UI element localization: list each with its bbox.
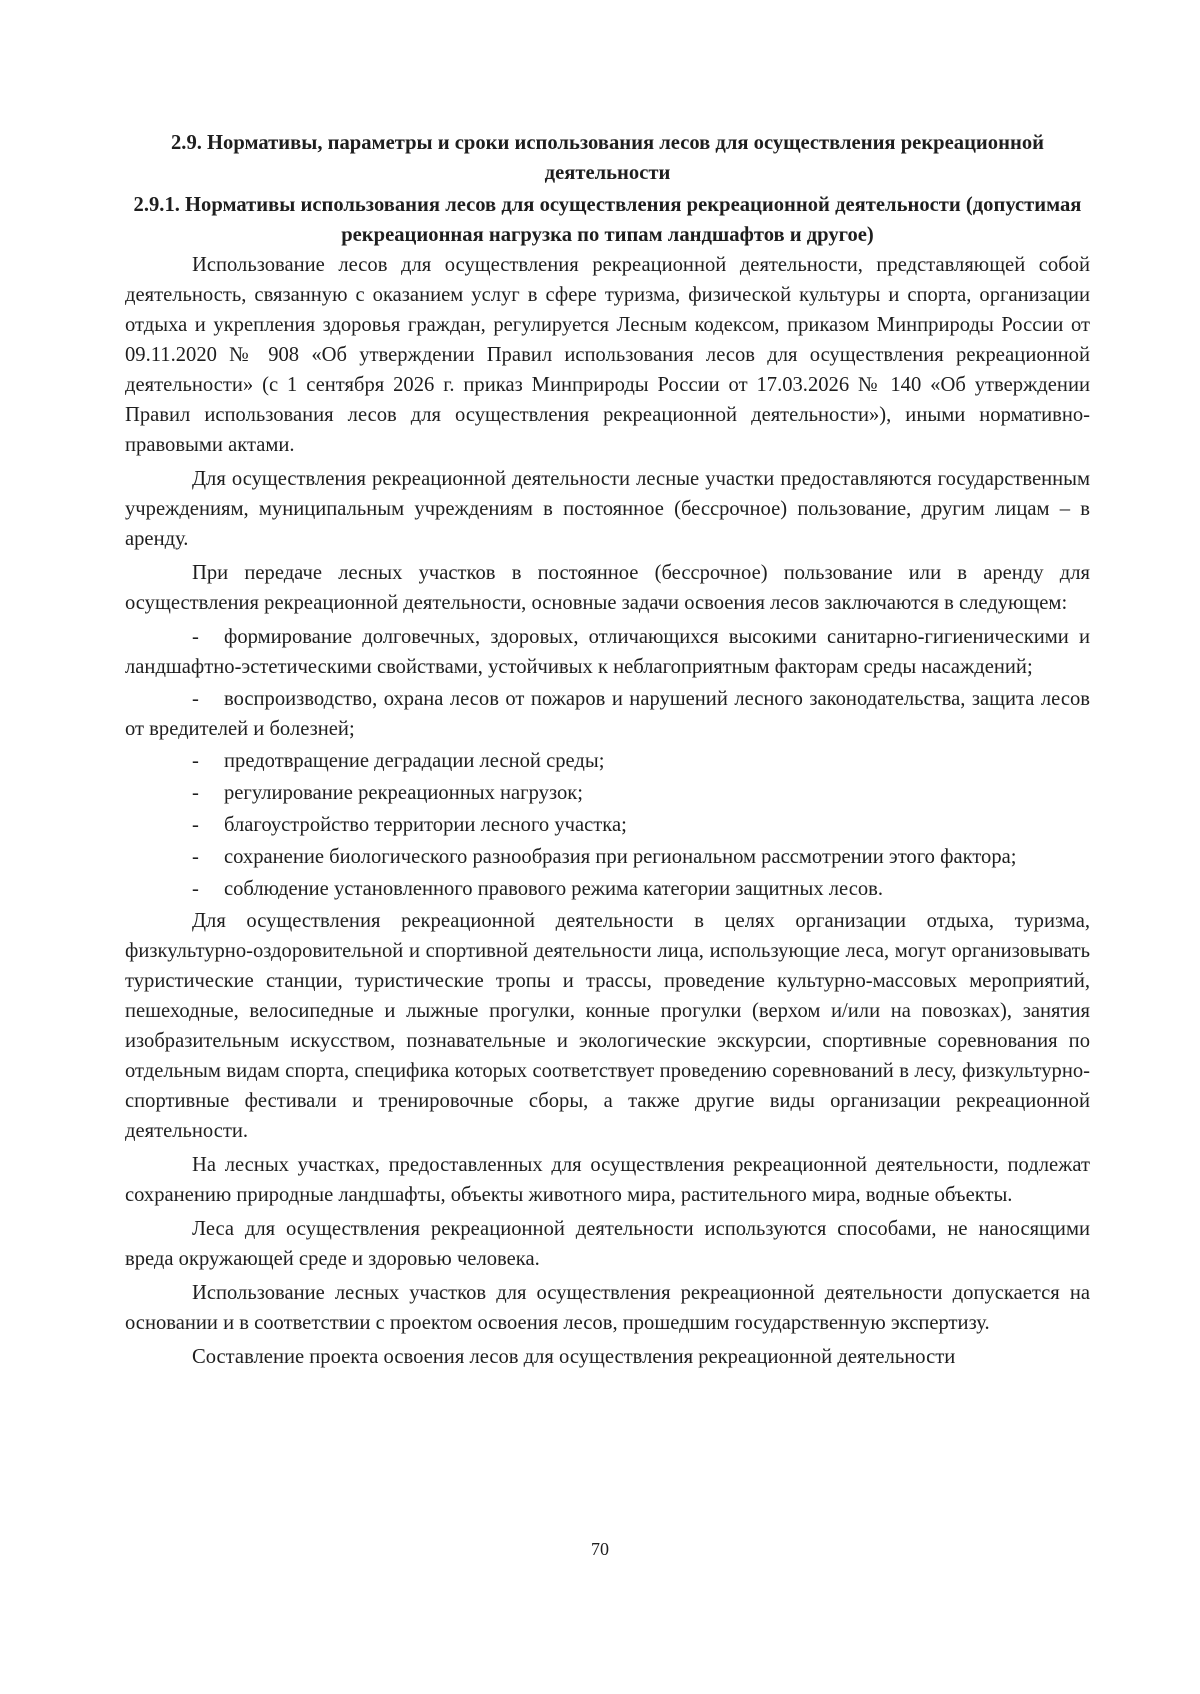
list-dash: - <box>192 626 199 648</box>
list-item-text: воспроизводство, охрана лесов от пожаров и нарушений лесного законодательства, защита лесов от вредителей и болезней; <box>125 688 1090 740</box>
list-item <box>125 622 1090 682</box>
list-item-text: соблюдение установленного правового режима категории защитных лесов. <box>224 878 884 900</box>
paragraph-project-preparation: Составление проекта освоения лесов для осуществления рекреационной деятельности <box>192 1346 956 1368</box>
paragraph-preservation: На лесных участках, предоставленных для осуществления рекреационной деятельности, подлежат сохранению природные ландшафты, объекты животного мира, растительного мира, водные объекты. <box>125 1154 1090 1206</box>
subsection-heading: 2.9.1. Нормативы использования лесов для осуществления рекреационной деятельности (допустимая рекреационная нагрузка по типам ландшафтов и другое) <box>133 194 1082 246</box>
list-item <box>125 842 1090 872</box>
list-dash: - <box>192 782 199 804</box>
paragraph-project-requirement: Использование лесных участков для осуществления рекреационной деятельности допускается на основании и в соответствии с проектом освоения лесов, прошедшим государственную экспертизу. <box>125 1282 1090 1334</box>
paragraph-legal-basis: Использование лесов для осуществления рекреационной деятельности, представляющей собой деятельность, связанную с оказанием услуг в сфере туризма, физической культуры и спорта, организации отдыха и укрепления здоровья граждан, регулируется Лесным кодексом, приказом Минприроды России от 09.11.2020 № 908 «Об утверждении Правил использования лесов для осуществления рекреационной деятельности» (с 1 сентября 2026 г. приказ Минприроды России от 17.03.2026 № 140 «Об утверждении Правил использования лесов для осуществления рекреационной деятельности»), иными нормативно-правовыми актами. <box>125 254 1090 456</box>
list-item <box>125 746 1090 776</box>
list-item <box>125 684 1090 744</box>
list-dash: - <box>192 814 199 836</box>
list-item-text: благоустройство территории лесного участка; <box>224 814 627 836</box>
list-item-text: предотвращение деградации лесной среды; <box>224 750 605 772</box>
task-list <box>125 622 1090 904</box>
list-item <box>125 778 1090 808</box>
paragraph-land-provision: Для осуществления рекреационной деятельности лесные участки предоставляются государственным учреждениям, муниципальным учреждениям в постоянное (бессрочное) пользование, другим лицам – в аренду. <box>125 468 1090 550</box>
page-number: 70 <box>591 1539 609 1559</box>
list-dash: - <box>192 846 199 868</box>
list-item <box>125 874 1090 904</box>
list-item <box>125 810 1090 840</box>
list-dash: - <box>192 878 199 900</box>
list-item-text: формирование долговечных, здоровых, отличающихся высокими санитарно-гигиеническими и ландшафтно-эстетическими свойствами, устойчивых к неблагоприятным факторам среды насаждений; <box>125 626 1090 678</box>
section-heading: 2.9. Нормативы, параметры и сроки использования лесов для осуществления рекреационной деятельности <box>171 132 1044 184</box>
paragraph-activities: Для осуществления рекреационной деятельности в целях организации отдыха, туризма, физкультурно-оздоровительной и спортивной деятельности лица, использующие леса, могут организовывать туристические станции, туристические тропы и трассы, проведение культурно-массовых мероприятий, пешеходные, велосипедные и лыжные прогулки, конные прогулки (верхом и/или на повозках), занятия изобразительным искусством, познавательные и экологические экскурсии, спортивные соревнования по отдельным видам спорта, специфика которых соответствует проведению соревнований в лесу, физкультурно-спортивные фестивали и тренировочные сборы, а также другие виды организации рекреационной деятельности. <box>125 910 1090 1142</box>
list-item-text: регулирование рекреационных нагрузок; <box>224 782 583 804</box>
list-dash: - <box>192 688 199 710</box>
list-dash: - <box>192 750 199 772</box>
paragraph-methods: Леса для осуществления рекреационной деятельности используются способами, не наносящими вреда окружающей среде и здоровью человека. <box>125 1218 1090 1270</box>
page-content <box>125 128 1090 1376</box>
paragraph-main-tasks-intro: При передаче лесных участков в постоянное (бессрочное) пользование или в аренду для осуществления рекреационной деятельности, основные задачи освоения лесов заключаются в следующем: <box>125 562 1090 614</box>
list-item-text: сохранение биологического разнообразия при региональном рассмотрении этого фактора; <box>224 846 1017 868</box>
